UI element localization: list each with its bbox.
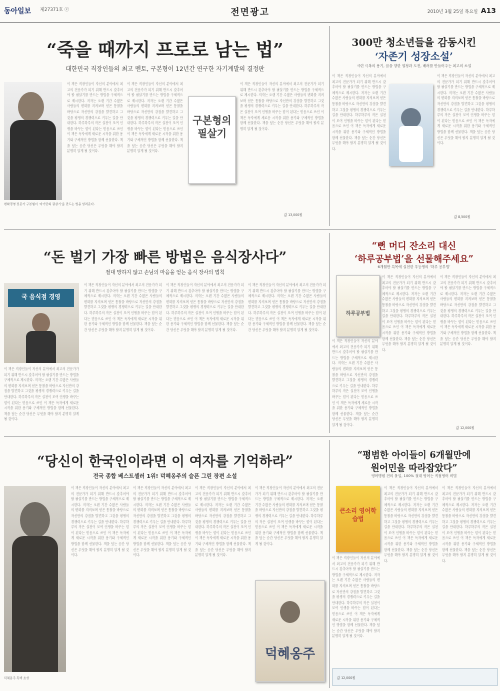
article-headline: 300만 청소년들을 감동시킨 [351, 38, 477, 49]
photo-caption: 변화경영 전문가 구본형이 ‘자기만의 필살기’를 만드는 법을 알려준다. [4, 202, 95, 206]
row-divider [4, 229, 496, 230]
article-body-col1: 이 책은 직장인들이 자신의 분야에서 최고의 전문가가 되기 위해 반드시 갖추어야 할 필살기를 만드는 방법을 구체적으로 제시한다. 저자는 오랜 기간 수많은 사람들의 변화를 지켜보며 얻은 통찰을 바탕으로 자신만의 강점을 발견하고 그것을 평생의 경쟁력으로 키우는 길을 안내한다. 하루하루의 작은 실천이 모여 인생을 바꾸는 힘이 된다는 믿음으로 쓰인 이 책은 독자에게 새로운 시작을 위한 용기와 구체적인 방법을 함께 선물한다. 책을 덮는 순간 당신은 무엇을 해야 할지 분명히 알게 될 것이다. [332, 74, 386, 151]
article-body-col0: 이 책은 직장인들이 자신의 분야에서 최고의 전문가가 되기 위해 반드시 갖추어야 할 필살기를 만드는 방법을 구체적으로 제시한다. 저자는 오랜 기간 수많은 사람들의 변화를 지켜보며 얻은 통찰을 바탕으로 자신만의 강점을 발견하고 그것을 평생의 경쟁력으로 키우는 길을 안내한다. 하루하루의 작은 실천이 모여 인생을 바꾸는 힘이 된다는 믿음으로 쓰인 이 책은 독자에게 새로운 시작을 위한 용기와 구체적인 방법을 함께 선물한다. 책을 덮는 순간 당신은 무엇을 해야 할지 분명히 알게 될 것이다. [332, 556, 380, 639]
book-cover [188, 96, 236, 184]
author-face [18, 92, 44, 122]
article-body-col1: 이 책은 직장인들이 자신의 분야에서 최고의 전문가가 되기 위해 반드시 갖추어야 할 필살기를 만드는 방법을 구체적으로 제시한다. 저자는 오랜 기간 수많은 사람들의 변화를 지켜보며 얻은 통찰을 바탕으로 자신만의 강점을 발견하고 그것을 평생의 경쟁력으로 키우는 길을 안내한다. 하루하루의 작은 실천이 모여 인생을 바꾸는 힘이 된다는 믿음으로 쓰인 이 책은 독자에게 새로운 시작을 위한 용기와 구체적인 방법을 함께 선물한다. 책을 덮는 순간 당신은 무엇을 해야 할지 분명히 알게 될 것이다. [4, 367, 79, 422]
portrait-photo [4, 486, 66, 672]
section-title: 전면광고 [230, 8, 270, 18]
article-body-col1: 이 책은 직장인들이 자신의 분야에서 최고의 전문가가 되기 위해 반드시 갖추어야 할 필살기를 만드는 방법을 구체적으로 제시한다. 저자는 오랜 기간 수많은 사람들의 변화를 지켜보며 얻은 통찰을 바탕으로 자신만의 강점을 발견하고 그것을 평생의 경쟁력으로 키우는 길을 안내한다. 하루하루의 작은 실천이 모여 인생을 바꾸는 힘이 된다는 믿음으로 쓰인 이 책은 독자에게 새로운 시작을 위한 용기와 구체적인 방법을 함께 선물한다. 책을 덮는 순간 당신은 무엇을 해야 할지 분명히 알게 될 것이다. [384, 486, 438, 563]
article-body-col3: 이 책은 직장인들이 자신의 분야에서 최고의 전문가가 되기 위해 반드시 갖추어야 할 필살기를 만드는 방법을 구체적으로 제시한다. 저자는 오랜 기간 수많은 사람들의 변화를 지켜보며 얻은 통찰을 바탕으로 자신만의 강점을 발견하고 그것을 평생의 경쟁력으로 키우는 길을 안내한다. 하루하루의 작은 실천이 모여 인생을 바꾸는 힘이 된다는 믿음으로 쓰인 이 책은 독자에게 새로운 시작을 위한 용기와 구체적인 방법을 함께 선물한다. 책을 덮는 순간 당신은 무엇을 해야 할지 분명히 알게 될 것이다. [166, 283, 244, 332]
article-body-col2: 이 책은 직장인들이 자신의 분야에서 최고의 전문가가 되기 위해 반드시 갖추어야 할 필살기를 만드는 방법을 구체적으로 제시한다. 저자는 오랜 기간 수많은 사람들의 변화를 지켜보며 얻은 통찰을 바탕으로 자신만의 강점을 발견하고 그것을 평생의 경쟁력으로 키우는 길을 안내한다. 하루하루의 작은 실천이 모여 인생을 바꾸는 힘이 된다는 믿음으로 쓰인 이 책은 독자에게 새로운 시작을 위한 용기와 구체적인 방법을 함께 선물한다. 책을 덮는 순간 당신은 무엇을 해야 할지 분명히 알게 될 것이다. [127, 82, 183, 154]
column-divider [329, 440, 330, 688]
book-price: 값 12,000원 [337, 676, 356, 680]
author-photo [4, 82, 62, 200]
article-body-col3: 이 책은 직장인들이 자신의 분야에서 최고의 전문가가 되기 위해 반드시 갖추어야 할 필살기를 만드는 방법을 구체적으로 제시한다. 저자는 오랜 기간 수많은 사람들의 변화를 지켜보며 얻은 통찰을 바탕으로 자신만의 강점을 발견하고 그것을 평생의 경쟁력으로 키우는 길을 안내한다. 하루하루의 작은 실천이 모여 인생을 바꾸는 힘이 된다는 믿음으로 쓰인 이 책은 독자에게 새로운 시작을 위한 용기와 구체적인 방법을 함께 선물한다. 책을 덮는 순간 당신은 무엇을 해야 할지 분명히 알게 될 것이다. [195, 486, 251, 558]
article-subhead: 절대 망하지 않고 손님의 마음을 얻는 음식 장사의 법칙 [105, 270, 225, 276]
article-body-col1: 이 책은 직장인들이 자신의 분야에서 최고의 전문가가 되기 위해 반드시 갖추어야 할 필살기를 만드는 방법을 구체적으로 제시한다. 저자는 오랜 기간 수많은 사람들의 변화를 지켜보며 얻은 통찰을 바탕으로 자신만의 강점을 발견하고 그것을 평생의 경쟁력으로 키우는 길을 안내한다. 하루하루의 작은 실천이 모여 인생을 바꾸는 힘이 된다는 믿음으로 쓰인 이 책은 독자에게 새로운 시작을 위한 용기와 구체적인 방법을 함께 선물한다. 책을 덮는 순간 당신은 무엇을 해야 할지 분명히 알게 될 것이다. [382, 275, 436, 352]
speaker-suit [26, 331, 56, 363]
photo-caption: 덕혜옹주 흑백 초상 [4, 676, 30, 680]
book-title: 구본형의 필살기 [192, 116, 232, 140]
date-and-page [427, 7, 496, 15]
book-price: 값 8,500원 [454, 215, 471, 219]
article-body-col4: 이 책은 직장인들이 자신의 분야에서 최고의 전문가가 되기 위해 반드시 갖추어야 할 필살기를 만드는 방법을 구체적으로 제시한다. 저자는 오랜 기간 수많은 사람들의 변화를 지켜보며 얻은 통찰을 바탕으로 자신만의 강점을 발견하고 그것을 평생의 경쟁력으로 키우는 길을 안내한다. 하루하루의 작은 실천이 모여 인생을 바꾸는 힘이 된다는 믿음으로 쓰인 이 책은 독자에게 새로운 시작을 위한 용기와 구체적인 방법을 함께 선물한다. 책을 덮는 순간 당신은 무엇을 해야 할지 분명히 알게 될 것이다. [255, 486, 323, 546]
article-body-col1: 이 책은 직장인들이 자신의 분야에서 최고의 전문가가 되기 위해 반드시 갖추어야 할 필살기를 만드는 방법을 구체적으로 제시한다. 저자는 오랜 기간 수많은 사람들의 변화를 지켜보며 얻은 통찰을 바탕으로 자신만의 강점을 발견하고 그것을 평생의 경쟁력으로 키우는 길을 안내한다. 하루하루의 작은 실천이 모여 인생을 바꾸는 힘이 된다는 믿음으로 쓰인 이 책은 독자에게 새로운 시작을 위한 용기와 구체적인 방법을 함께 선물한다. 책을 덮는 순간 당신은 무엇을 해야 할지 분명히 알게 될 것이다. [71, 486, 129, 558]
column-divider [329, 233, 330, 433]
ad-article-5 [4, 440, 326, 688]
article-body-col2: 이 책은 직장인들이 자신의 분야에서 최고의 전문가가 되기 위해 반드시 갖추어야 할 필살기를 만드는 방법을 구체적으로 제시한다. 저자는 오랜 기간 수많은 사람들의 변화를 지켜보며 얻은 통찰을 바탕으로 자신만의 강점을 발견하고 그것을 평생의 경쟁력으로 키우는 길을 안내한다. 하루하루의 작은 실천이 모여 인생을 바꾸는 힘이 된다는 믿음으로 쓰인 이 책은 독자에게 새로운 시작을 위한 용기와 구체적인 방법을 함께 선물한다. 책을 덮는 순간 당신은 무엇을 해야 할지 분명히 알게 될 것이다. [440, 275, 496, 347]
article-subhead: 대한민국 직장인들의 최고 멘토, 구본형이 12년간 연구한 자기계발의 결정판 [65, 66, 265, 73]
book-cover [336, 486, 380, 552]
article-body-col2: 이 책은 직장인들이 자신의 분야에서 최고의 전문가가 되기 위해 반드시 갖추어야 할 필살기를 만드는 방법을 구체적으로 제시한다. 저자는 오랜 기간 수많은 사람들의 변화를 지켜보며 얻은 통찰을 바탕으로 자신만의 강점을 발견하고 그것을 평생의 경쟁력으로 키우는 길을 안내한다. 하루하루의 작은 실천이 모여 인생을 바꾸는 힘이 된다는 믿음으로 쓰인 이 책은 독자에게 새로운 시작을 위한 용기와 구체적인 방법을 함께 선물한다. 책을 덮는 순간 당신은 무엇을 해야 할지 분명히 알게 될 것이다. [133, 486, 191, 558]
article-headline-line2: ‘하루공부법’을 선물해주세요” [354, 255, 474, 265]
page-number: A13 [480, 7, 496, 15]
article-body-col3: 이 책은 직장인들이 자신의 분야에서 최고의 전문가가 되기 위해 반드시 갖추어야 할 필살기를 만드는 방법을 구체적으로 제시한다. 저자는 오랜 기간 수많은 사람들의 변화를 지켜보며 얻은 통찰을 바탕으로 자신만의 강점을 발견하고 그것을 평생의 경쟁력으로 키우는 길을 안내한다. 하루하루의 작은 실천이 모여 인생을 바꾸는 힘이 된다는 믿음으로 쓰인 이 책은 독자에게 새로운 시작을 위한 용기와 구체적인 방법을 함께 선물한다. 책을 덮는 순간 당신은 무엇을 해야 할지 분명히 알게 될 것이다. [240, 82, 324, 131]
book-title: 하루공부법 [345, 311, 371, 317]
article-headline: “돈 벌기 가장 빠른 방법은 음식장사다” [43, 250, 287, 266]
ad-article-3 [4, 233, 326, 433]
ad-article-4 [332, 233, 496, 433]
cover-figure-head [280, 601, 300, 623]
article-body-col0: 이 책은 직장인들이 자신의 분야에서 최고의 전문가가 되기 위해 반드시 갖추어야 할 필살기를 만드는 방법을 구체적으로 제시한다. 저자는 오랜 기간 수많은 사람들의 변화를 지켜보며 얻은 통찰을 바탕으로 자신만의 강점을 발견하고 그것을 평생의 경쟁력으로 키우는 길을 안내한다. 하루하루의 작은 실천이 모여 인생을 바꾸는 힘이 된다는 믿음으로 쓰인 이 책은 독자에게 새로운 시작을 위한 용기와 구체적인 방법을 함께 선물한다. 책을 덮는 순간 당신은 무엇을 해야 할지 분명히 알게 될 것이다. [332, 339, 378, 427]
book-price: 값 13,000원 [284, 213, 303, 217]
ad-article-6 [332, 440, 496, 688]
article-body-col1: 이 책은 직장인들이 자신의 분야에서 최고의 전문가가 되기 위해 반드시 갖추어야 할 필살기를 만드는 방법을 구체적으로 제시한다. 저자는 오랜 기간 수많은 사람들의 변화를 지켜보며 얻은 통찰을 바탕으로 자신만의 강점을 발견하고 그것을 평생의 경쟁력으로 키우는 길을 안내한다. 하루하루의 작은 실천이 모여 인생을 바꾸는 힘이 된다는 믿음으로 쓰인 이 책은 독자에게 새로운 시작을 위한 용기와 구체적인 방법을 함께 선물한다. 책을 덮는 순간 당신은 무엇을 해야 할지 분명히 알게 될 것이다. [67, 82, 123, 154]
article-subhead: 전국 종합 베스트셀러 1위! 덕혜옹주의 슬픈 그린 장편 소설 [93, 474, 237, 480]
book-title: 큰소리 영어학습법 [339, 508, 377, 523]
article-subhead: 6개월만 특목에 실천한 우등생의 ‘하루 공부법’ [377, 265, 451, 269]
article-subhead: 시련 극복의 용기, 꿈을 향한 열정과 도전, 배려를 만들어주는 최고의 소설 [356, 64, 472, 68]
illustration-body [399, 126, 423, 162]
column-divider [329, 26, 330, 226]
info-box [332, 668, 498, 686]
article-subhead: 영어병원 전의 몰입, 100% 절대 영어는 직접영어 비법 [371, 474, 457, 478]
portrait-dress [12, 536, 58, 672]
issue-number: 제27371호 ⓒ [40, 8, 69, 13]
article-headline-line2: 원어민을 따라잡았다” [370, 464, 458, 474]
speaker-face [32, 313, 50, 333]
article-headline: “평범한 아이들이 6개월만에 [357, 451, 471, 461]
article-body-col4: 이 책은 직장인들이 자신의 분야에서 최고의 전문가가 되기 위해 반드시 갖추어야 할 필살기를 만드는 방법을 구체적으로 제시한다. 저자는 오랜 기간 수많은 사람들의 변화를 지켜보며 얻은 통찰을 바탕으로 자신만의 강점을 발견하고 그것을 평생의 경쟁력으로 키우는 길을 안내한다. 하루하루의 작은 실천이 모여 인생을 바꾸는 힘이 된다는 믿음으로 쓰인 이 책은 독자에게 새로운 시작을 위한 용기와 구체적인 방법을 함께 선물한다. 책을 덮는 순간 당신은 무엇을 해야 할지 분명히 알게 될 것이다. [248, 283, 326, 332]
issue-date: 2010년 3월 25일 목요일 [427, 10, 478, 15]
article-headline: “죽을 때까지 프로로 남는 법” [46, 40, 284, 61]
article-body-col2: 이 책은 직장인들이 자신의 분야에서 최고의 전문가가 되기 위해 반드시 갖추어야 할 필살기를 만드는 방법을 구체적으로 제시한다. 저자는 오랜 기간 수많은 사람들의 변화를 지켜보며 얻은 통찰을 바탕으로 자신만의 강점을 발견하고 그것을 평생의 경쟁력으로 키우는 길을 안내한다. 하루하루의 작은 실천이 모여 인생을 바꾸는 힘이 된다는 믿음으로 쓰인 이 책은 독자에게 새로운 시작을 위한 용기와 구체적인 방법을 함께 선물한다. 책을 덮는 순간 당신은 무엇을 해야 할지 분명히 알게 될 것이다. [84, 283, 162, 332]
article-headline: “뻔 머디 잔소리 대신 [371, 242, 457, 252]
row-divider [4, 436, 496, 437]
book-title: 덕혜옹주 [264, 647, 316, 662]
article-headline-line2: ‘자존기 성장소설’ [374, 52, 454, 63]
masthead [0, 0, 500, 23]
ad-article-1 [4, 26, 326, 226]
article-body-col2: 이 책은 직장인들이 자신의 분야에서 최고의 전문가가 되기 위해 반드시 갖추어야 할 필살기를 만드는 방법을 구체적으로 제시한다. 저자는 오랜 기간 수많은 사람들의 변화를 지켜보며 얻은 통찰을 바탕으로 자신만의 강점을 발견하고 그것을 평생의 경쟁력으로 키우는 길을 안내한다. 하루하루의 작은 실천이 모여 인생을 바꾸는 힘이 된다는 믿음으로 쓰인 이 책은 독자에게 새로운 시작을 위한 용기와 구체적인 방법을 함께 선물한다. 책을 덮는 순간 당신은 무엇을 해야 할지 분명히 알게 될 것이다. [437, 74, 495, 146]
book-price: 값 12,000원 [456, 426, 475, 430]
book-cover [389, 84, 433, 166]
article-headline: “당신이 한국인이라면 이 여자를 기억하라” [36, 454, 294, 470]
book-cover [255, 580, 325, 682]
ad-article-2 [332, 26, 496, 226]
book-cover [336, 275, 380, 337]
portrait-face [20, 502, 50, 538]
newspaper-logo: 동아일보 [4, 7, 32, 15]
author-suit [10, 120, 56, 200]
article-body-col2: 이 책은 직장인들이 자신의 분야에서 최고의 전문가가 되기 위해 반드시 갖추어야 할 필살기를 만드는 방법을 구체적으로 제시한다. 저자는 오랜 기간 수많은 사람들의 변화를 지켜보며 얻은 통찰을 바탕으로 자신만의 강점을 발견하고 그것을 평생의 경쟁력으로 키우는 길을 안내한다. 하루하루의 작은 실천이 모여 인생을 바꾸는 힘이 된다는 믿음으로 쓰인 이 책은 독자에게 새로운 시작을 위한 용기와 구체적인 방법을 함께 선물한다. 책을 덮는 순간 당신은 무엇을 해야 할지 분명히 알게 될 것이다. [442, 486, 496, 563]
banner-sign: 국 음식점 경영 [8, 289, 74, 307]
illustration-head [401, 108, 421, 128]
speaker-photo [4, 283, 79, 363]
